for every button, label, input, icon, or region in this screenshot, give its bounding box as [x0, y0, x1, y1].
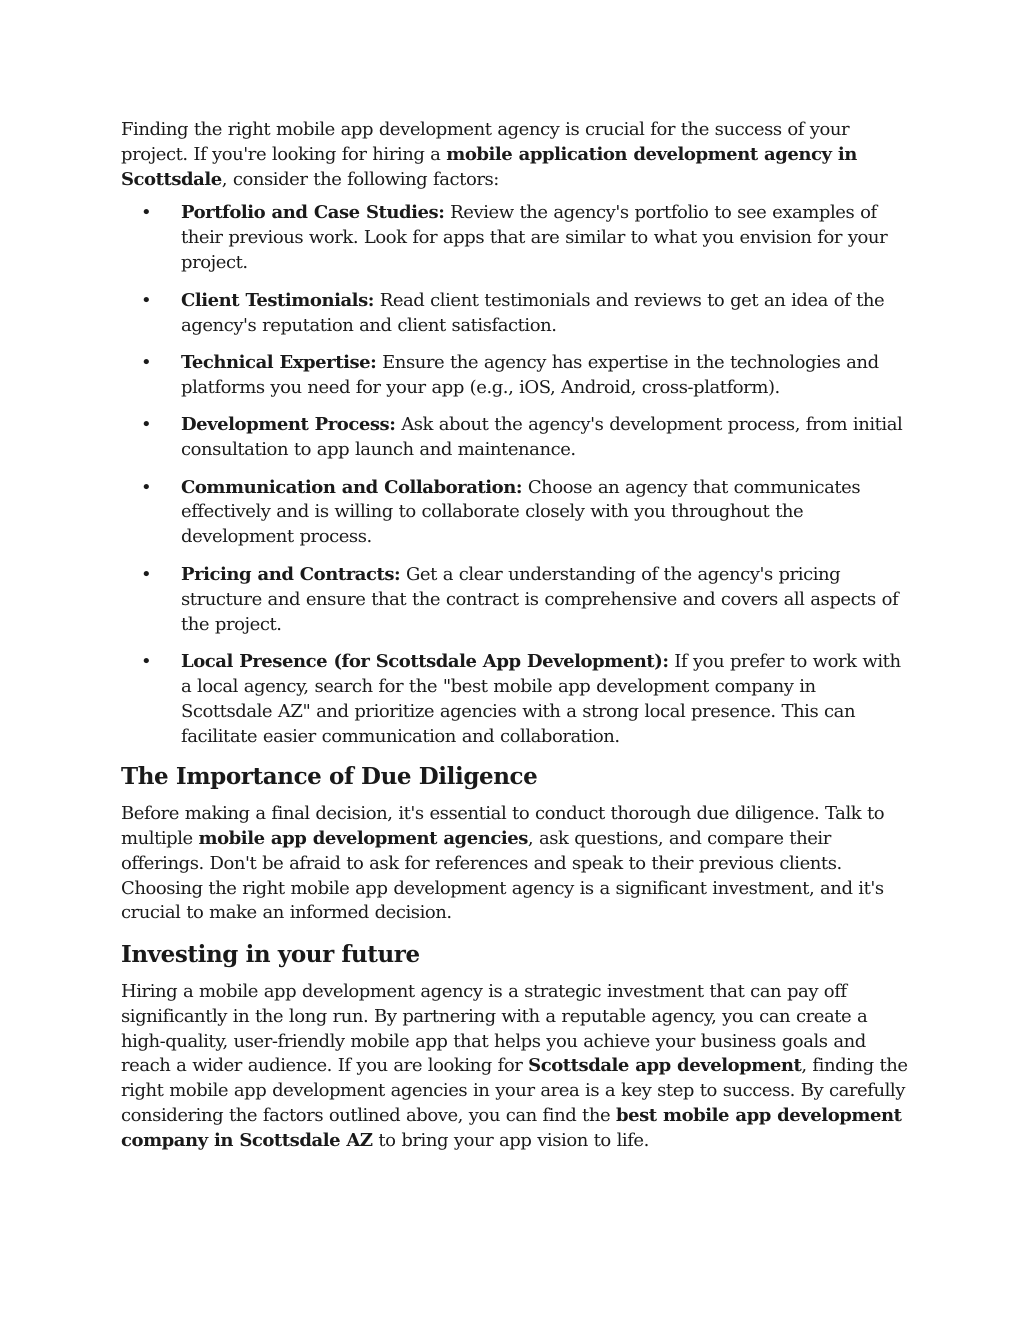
- document-page: [121, 118, 911, 1154]
- factor-title: Development Process:: [181, 414, 396, 436]
- factor-title: Portfolio and Case Studies:: [181, 202, 445, 224]
- factor-text: Read client testimonials and reviews to get an idea of the agency's reputation and client satisfaction.: [181, 289, 885, 336]
- intro-paragraph: [121, 118, 911, 192]
- factor-text: Ask about the agency's development process, from initial consultation to app launch and maintenance.: [181, 414, 903, 461]
- investing-heading: Investing in your future: [121, 941, 420, 969]
- factors-list: [121, 201, 911, 749]
- investing-text-mid: , finding the right mobile app development agencies in your area is a key step to success. By carefully considering the factors outlined above, you can find the: [121, 1055, 908, 1127]
- intro-keyword: mobile application development agency in Scottsdale: [121, 143, 857, 190]
- factor-title: Technical Expertise:: [181, 351, 377, 373]
- list-item: [121, 351, 911, 401]
- intro-text: Finding the right mobile app development agency is crucial for the success of your project. If you're looking for hiring a: [121, 119, 850, 165]
- intro-text-end: , consider the following factors:: [221, 168, 499, 190]
- factor-text: Choose an agency that communicates effectively and is willing to collaborate closely with you throughout the development process.: [181, 476, 861, 548]
- factor-title: Pricing and Contracts:: [181, 563, 401, 585]
- due-diligence-paragraph: [121, 802, 911, 926]
- due-diligence-text: Before making a final decision, it's essential to conduct thorough due diligence. Talk to multiple: [121, 803, 885, 849]
- investing-paragraph: [121, 980, 911, 1154]
- factor-text: Get a clear understanding of the agency's pricing structure and ensure that the contract is comprehensive and covers all aspects of the project.: [181, 563, 899, 635]
- investing-text: Hiring a mobile app development agency is a strategic investment that can pay off significantly in the long run. By partnering with a reputable agency, you can create a high-quality, user-friendly mobile app that helps you achieve your business goals and reach a wider audience. If you are looking for: [121, 981, 868, 1077]
- list-item: [121, 650, 911, 750]
- list-item: [121, 563, 911, 638]
- list-item: [121, 476, 911, 551]
- factor-title: Communication and Collaboration:: [181, 476, 523, 498]
- due-diligence-keyword: mobile app development agencies: [198, 827, 528, 849]
- factor-text: If you prefer to work with a local agency, search for the "best mobile app development company in Scottsdale AZ" and prioritize agencies with a strong local presence. This can facilitate easier communication and collaboration.: [181, 650, 901, 747]
- factor-text: Ensure the agency has expertise in the technologies and platforms you need for your app (e.g., iOS, Android, cross-platform).: [181, 351, 879, 398]
- list-item: [121, 413, 911, 463]
- factor-title: Local Presence (for Scottsdale App Development):: [181, 650, 669, 672]
- due-diligence-text-end: , ask questions, and compare their offerings. Don't be afraid to ask for references and speak to their previous clients. Choosing the right mobile app development agency is a significant investment, and it's crucial to make an informed decision.: [121, 827, 884, 924]
- investing-text-end: to bring your app vision to life.: [372, 1129, 649, 1151]
- list-item: [121, 289, 911, 339]
- list-item: [121, 201, 911, 276]
- investing-keyword-2: best mobile app development company in Scottsdale AZ: [121, 1105, 902, 1151]
- investing-keyword: Scottsdale app development: [528, 1055, 802, 1077]
- due-diligence-heading: The Importance of Due Diligence: [121, 763, 538, 791]
- factor-text: Review the agency's portfolio to see examples of their previous work. Look for apps that are similar to what you envision for your project.: [181, 202, 888, 274]
- factor-title: Client Testimonials:: [181, 289, 374, 311]
